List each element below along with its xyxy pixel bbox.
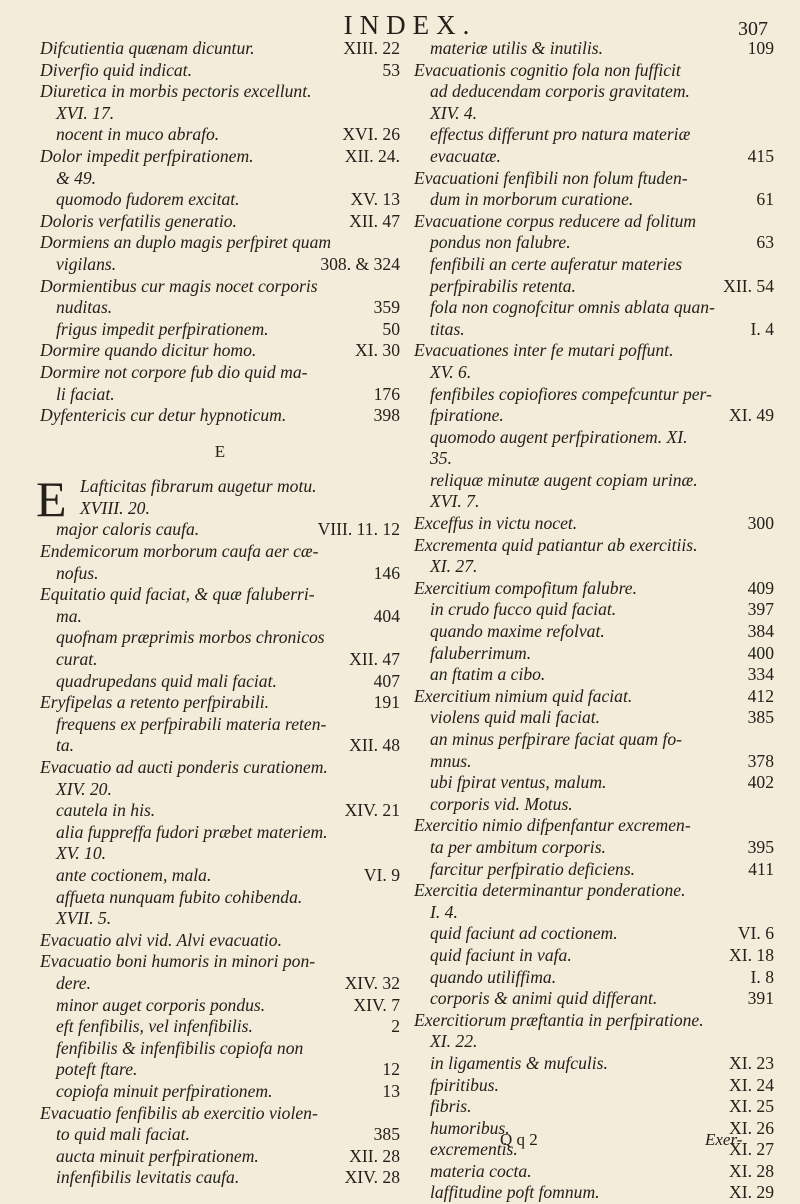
index-entry (40, 973, 400, 995)
entry-text: Equitatio quid faciat, & quæ faluberri- (40, 584, 315, 605)
index-title: INDEX. (343, 10, 477, 40)
entry-text: Exercitiorum præftantia in perfpiratione. (414, 1009, 704, 1030)
spacer (40, 427, 400, 441)
entry-reference: VI. 6 (737, 923, 774, 944)
entry-reference: 146 (373, 562, 400, 583)
catchword: Exer- (705, 1130, 743, 1149)
index-entry (40, 1124, 400, 1146)
index-entry (414, 578, 774, 600)
index-entry (414, 448, 774, 470)
entry-text: copiofa minuit perfpirationem. (56, 1080, 273, 1101)
entry-text: Diuretica in morbis pectoris excellunt. (40, 81, 312, 102)
page-header (40, 10, 780, 40)
entry-reference: XIII. 22 (343, 38, 400, 58)
entry-text: Evacuatio ad aucti ponderis curationem. (40, 757, 328, 777)
entry-text: Doloris verfatilis generatio. (40, 210, 237, 231)
index-entry (40, 843, 400, 865)
index-entry (40, 779, 400, 801)
entry-text: major caloris caufa. (56, 519, 200, 540)
entry-text: perfpirabilis retenta. (430, 275, 576, 296)
index-entry (40, 541, 400, 563)
index-entry (40, 103, 400, 125)
entry-reference: 308. & 324 (320, 253, 400, 274)
index-entry (414, 319, 774, 341)
entry-text: fenfibiles copiofiores compefcuntur per- (430, 383, 712, 404)
entry-reference: 404 (373, 605, 400, 626)
entry-reference: XI. 18 (729, 944, 774, 965)
entry-reference: XIV. 32 (344, 972, 400, 993)
entry-text: excrementis. (430, 1139, 518, 1160)
index-entry (40, 930, 400, 952)
index-entry (40, 714, 400, 736)
index-entry (414, 60, 774, 82)
entry-reference: 176 (373, 383, 400, 404)
index-entry (414, 38, 774, 60)
index-entry (414, 621, 774, 643)
index-entry (414, 945, 774, 967)
entry-text: Dormire quando dicitur homo. (40, 340, 257, 361)
entry-reference: XI. 28 (729, 1160, 774, 1181)
entry-text: Eryfipelas a retento perfpirabili. (40, 692, 270, 713)
entry-text: ad deducendam corporis gravitatem. (430, 81, 690, 102)
entry-reference: XI. 25 (729, 1096, 774, 1117)
index-entry (414, 643, 774, 665)
entry-text: in crudo fucco quid faciat. (430, 599, 617, 620)
index-entry (414, 988, 774, 1010)
entry-reference: 12 (382, 1059, 400, 1080)
entry-text: Exercitium compofitum falubre. (414, 577, 637, 598)
entry-reference: 334 (747, 664, 774, 685)
index-entry (40, 627, 400, 649)
index-entry (414, 1075, 774, 1097)
index-entry (414, 103, 774, 125)
entry-reference: 300 (747, 513, 774, 534)
entry-text: Endemicorum morborum caufa aer cæ- (40, 541, 319, 562)
entry-text: aucta minuit perfpirationem. (56, 1145, 259, 1166)
entry-reference: 63 (756, 232, 774, 253)
section-letter (40, 441, 400, 463)
index-entry (40, 81, 400, 103)
index-entry (40, 822, 400, 844)
entry-text: Dyfentericis cur detur hypnoticum. (40, 405, 287, 426)
entry-text: Dormiens an duplo magis perfpiret quam (40, 232, 332, 253)
entry-reference: VIII. 11. 12 (317, 519, 400, 540)
entry-reference: 412 (747, 685, 774, 706)
index-entry (414, 1182, 774, 1204)
index-entry (40, 362, 400, 384)
index-entry (40, 800, 400, 822)
entry-reference: XIV. 21 (344, 800, 400, 821)
entry-reference: XII. 48 (349, 735, 400, 756)
entry-text: faluberrimum. (430, 642, 532, 663)
entry-reference: 359 (373, 297, 400, 318)
entry-text: fola non cognofcitur omnis ablata quan- (430, 297, 715, 318)
entry-reference: XIV. 28 (344, 1167, 400, 1188)
index-entry (414, 686, 774, 708)
entry-text: Evacuatio fenfibilis ab exercitio violen- (40, 1102, 318, 1123)
entry-text: XI. 27. (430, 556, 478, 577)
entry-text: Difcutientia quænam dicuntur. (40, 38, 255, 58)
index-entry (414, 297, 774, 319)
index-entry (40, 297, 400, 319)
index-entry (414, 794, 774, 816)
entry-text: Evacuationis cognitio fola non fufficit (414, 59, 681, 80)
index-entry (40, 340, 400, 362)
index-entry (414, 384, 774, 406)
entry-text: laffitudine poft fomnum. (430, 1182, 600, 1203)
entry-text: quid faciunt in vafa. (430, 944, 572, 965)
index-entry (40, 995, 400, 1017)
index-entry (40, 584, 400, 606)
entry-reference: 109 (747, 38, 774, 58)
entry-reference: XII. 47 (349, 210, 400, 231)
entry-text: to quid mali faciat. (56, 1124, 190, 1145)
entry-text: & 49. (56, 167, 97, 188)
entry-text: fpiratione. (430, 405, 504, 426)
entry-text: violens quid mali faciat. (430, 707, 601, 728)
entry-reference: 13 (382, 1080, 400, 1101)
entry-text: cautela in his. (56, 800, 156, 821)
index-entry (414, 146, 774, 168)
entry-text: fenfibili an certe auferatur materies (430, 253, 683, 274)
entry-text: 35. (430, 448, 452, 469)
index-entry (414, 81, 774, 103)
entry-reference: I. 4 (750, 318, 774, 339)
drop-cap: E (36, 471, 67, 528)
index-entry (414, 967, 774, 989)
entry-reference: 391 (747, 988, 774, 1009)
entry-text: reliquæ minutæ augent copiam urinæ. (430, 469, 698, 490)
entry-text: alia fuppreffa fudori præbet materiem. (56, 821, 328, 842)
index-entry (414, 276, 774, 298)
entry-text: Exercitio nimio difpenfantur excremen- (414, 815, 691, 836)
entry-text: quofnam præprimis morbos chronicos (56, 627, 325, 648)
entry-reference: 402 (747, 772, 774, 793)
entry-text: quid faciunt ad coctionem. (430, 923, 618, 944)
entry-reference: I. 8 (750, 966, 774, 987)
entry-text: Exercitium nimium quid faciat. (414, 685, 633, 706)
index-entry (40, 519, 400, 541)
index-entry (40, 1081, 400, 1103)
entry-text: XVI. 7. (430, 491, 480, 512)
entry-reference: 385 (747, 707, 774, 728)
index-entry (40, 951, 400, 973)
entry-text: Dolor impedit perfpirationem. (40, 145, 254, 166)
entry-text: XV. 6. (430, 361, 472, 382)
index-entry (414, 211, 774, 233)
entry-reference: VI. 9 (363, 864, 400, 885)
index-entry (414, 859, 774, 881)
left-column (36, 38, 400, 1189)
entry-text: dum in morborum curatione. (430, 189, 634, 210)
entry-text: an ftatim a cibo. (430, 664, 546, 685)
entry-text: XVIII. 20. (80, 497, 150, 518)
index-entry (40, 606, 400, 628)
index-entry (40, 189, 400, 211)
entry-text: Evacuationes inter fe mutari poffunt. (414, 340, 674, 361)
index-entry (414, 470, 774, 492)
entry-text: Diverfio quid indicat. (40, 59, 192, 80)
index-entry (414, 491, 774, 513)
index-entry (414, 902, 774, 924)
entry-reference: 378 (747, 750, 774, 771)
entry-reference: XI. 30 (355, 340, 400, 361)
entry-reference: XII. 47 (349, 649, 400, 670)
entry-text: XI. 22. (430, 1031, 478, 1052)
entry-text: curat. (56, 649, 98, 670)
spacer (40, 462, 400, 476)
index-entry (414, 707, 774, 729)
entry-text: poteft ftare. (56, 1059, 138, 1080)
index-entry (414, 880, 774, 902)
index-entry (40, 254, 400, 276)
entry-text: corporis & animi quid differant. (430, 988, 658, 1009)
index-entry (414, 340, 774, 362)
index-entry (414, 664, 774, 686)
index-entry (414, 815, 774, 837)
entry-text: humoribus. (430, 1117, 510, 1138)
index-entry (40, 865, 400, 887)
index-entry (40, 1038, 400, 1060)
right-column (414, 38, 774, 1204)
index-entry (40, 498, 400, 520)
index-entry (414, 189, 774, 211)
entry-reference: XII. 24. (344, 145, 400, 166)
index-entry (40, 38, 400, 60)
index-entry (40, 671, 400, 693)
entry-text: in ligamentis & mufculis. (430, 1052, 608, 1073)
index-entry (40, 735, 400, 757)
entry-text: quomodo augent perfpirationem. XI. (430, 426, 688, 447)
entry-text: materiæ utilis & inutilis. (430, 38, 604, 58)
entry-text: Excrementa quid patiantur ab exercitiis. (414, 534, 698, 555)
index-entry (414, 923, 774, 945)
entry-reference: 415 (747, 145, 774, 166)
index-entry (414, 168, 774, 190)
entry-reference: 61 (756, 189, 774, 210)
entry-text: quomodo fudorem excitat. (56, 189, 240, 210)
entry-text: Lafticitas fibrarum augetur motu. (80, 476, 317, 497)
entry-text: an minus perfpirare faciat quam fo- (430, 729, 682, 749)
index-entry (40, 887, 400, 909)
entry-reference: 385 (373, 1124, 400, 1145)
index-entry (414, 362, 774, 384)
entry-reference: XI. 29 (729, 1182, 774, 1203)
entry-reference: 397 (747, 599, 774, 620)
entry-text: fibris. (430, 1096, 472, 1117)
index-entry (40, 124, 400, 146)
entry-text: frigus impedit perfpirationem. (56, 318, 269, 339)
entry-text: XVII. 5. (56, 908, 112, 929)
index-entry (414, 837, 774, 859)
index-entry (40, 60, 400, 82)
index-entry (40, 384, 400, 406)
entry-reference: 400 (747, 642, 774, 663)
index-entry (414, 535, 774, 557)
index-entry (414, 599, 774, 621)
index-entry (414, 1096, 774, 1118)
index-entry (414, 1010, 774, 1032)
index-entry (414, 405, 774, 427)
entry-reference: 50 (382, 318, 400, 339)
entry-text: ubi fpirat ventus, malum. (430, 772, 607, 793)
entry-text: Dormire not corpore fub dio quid ma- (40, 361, 308, 382)
entry-text: eft fenfibilis, vel infenfibilis. (56, 1016, 253, 1037)
entry-reference: 53 (382, 59, 400, 80)
entry-reference: XI. 49 (729, 405, 774, 426)
index-entry (414, 1161, 774, 1183)
entry-reference: 398 (373, 405, 400, 426)
entry-text: XIV. 20. (56, 778, 112, 799)
index-entry (40, 1146, 400, 1168)
entry-text: fenfibilis & infenfibilis copiofa non (56, 1037, 304, 1058)
entry-text: ante coctionem, mala. (56, 864, 212, 885)
entry-text: nuditas. (56, 297, 113, 318)
index-entry (414, 232, 774, 254)
index-entry (414, 1031, 774, 1053)
index-entry (40, 211, 400, 233)
entry-reference: 409 (747, 577, 774, 598)
entry-reference: 384 (747, 621, 774, 642)
entry-text: ta per ambitum corporis. (430, 836, 606, 857)
entry-text: Exceffus in victu nocet. (414, 513, 578, 534)
entry-reference: XVI. 26 (342, 124, 400, 145)
entry-reference: XII. 54 (723, 275, 774, 296)
entry-text: mnus. (430, 750, 472, 771)
index-entry (40, 1059, 400, 1081)
entry-text: effectus differunt pro natura materiæ (430, 124, 691, 145)
index-entry (40, 563, 400, 585)
entry-text: I. 4. (430, 901, 458, 922)
index-entry (414, 1053, 774, 1075)
entry-text: nocent in muco abrafo. (56, 124, 220, 145)
index-entry (40, 757, 400, 779)
index-entry (40, 908, 400, 930)
entry-text: XV. 10. (56, 843, 107, 864)
entry-text: quando utiliffima. (430, 966, 557, 987)
page-number: 307 (738, 18, 768, 40)
entry-reference: XII. 28 (349, 1145, 400, 1166)
entry-text: vigilans. (56, 253, 117, 274)
entry-text: fpiritibus. (430, 1074, 499, 1095)
index-entry (40, 1103, 400, 1125)
entry-text: XVI. 17. (56, 102, 115, 123)
entry-text: farcitur perfpiratio deficiens. (430, 858, 636, 879)
entry-reference: XI. 23 (729, 1052, 774, 1073)
index-entry (40, 232, 400, 254)
index-entry (40, 692, 400, 714)
entry-reference: XIV. 7 (353, 994, 400, 1015)
entry-text: pondus non falubre. (430, 232, 571, 253)
index-entry (40, 168, 400, 190)
entry-text: ta. (56, 735, 75, 756)
entry-reference: XI. 26 (729, 1117, 774, 1138)
entry-reference: XI. 27 (729, 1139, 774, 1160)
entry-reference: 191 (373, 692, 400, 713)
entry-reference: 411 (748, 858, 774, 879)
index-entry (414, 427, 774, 449)
entry-text: infenfibilis levitatis caufa. (56, 1167, 240, 1188)
signature-mark: Q q 2 (500, 1130, 538, 1149)
index-entry (40, 146, 400, 168)
entry-text: frequens ex perfpirabili materia reten- (56, 713, 327, 734)
entry-reference: XV. 13 (350, 189, 400, 210)
entry-text: Evacuationi fenfibili non folum ftuden- (414, 167, 688, 188)
entry-text: corporis vid. Motus. (430, 793, 573, 814)
index-entry (414, 513, 774, 535)
entry-text: li faciat. (56, 383, 115, 404)
index-entry (414, 254, 774, 276)
entry-reference: XI. 24 (729, 1074, 774, 1095)
entry-text: quando maxime refolvat. (430, 621, 605, 642)
index-entry (414, 556, 774, 578)
entry-reference: 2 (391, 1016, 400, 1037)
entry-text: dere. (56, 972, 92, 993)
entry-text: evacuatæ. (430, 145, 501, 166)
entry-reference: 407 (373, 670, 400, 691)
entry-text: Exercitia determinantur ponderatione. (414, 880, 686, 901)
entry-text: E (214, 441, 226, 461)
entry-text: affueta nunquam fubito cohibenda. (56, 886, 303, 907)
index-entry (414, 772, 774, 794)
index-entry (40, 319, 400, 341)
entry-text: quadrupedans quid mali faciat. (56, 670, 277, 691)
index-entry (414, 729, 774, 751)
entry-text: ma. (56, 605, 82, 626)
entry-text: materia cocta. (430, 1160, 532, 1181)
entry-text: Evacuatio alvi vid. Alvi evacuatio. (40, 929, 282, 950)
entry-text: Evacuatio boni humoris in minori pon- (40, 951, 316, 972)
entry-reference: 395 (747, 836, 774, 857)
index-entry (40, 1016, 400, 1038)
index-entry (40, 649, 400, 671)
entry-text: Dormientibus cur magis nocet corporis (40, 275, 318, 296)
entry-text: XIV. 4. (430, 102, 478, 123)
entry-text: titas. (430, 318, 465, 339)
index-entry (40, 1167, 400, 1189)
index-entry (40, 405, 400, 427)
entry-text: nofus. (56, 562, 99, 583)
entry-text: Evacuatione corpus reducere ad folitum (414, 210, 697, 231)
entry-text: minor auget corporis pondus. (56, 994, 266, 1015)
index-entry (414, 751, 774, 773)
index-entry (40, 276, 400, 298)
index-entry (414, 124, 774, 146)
